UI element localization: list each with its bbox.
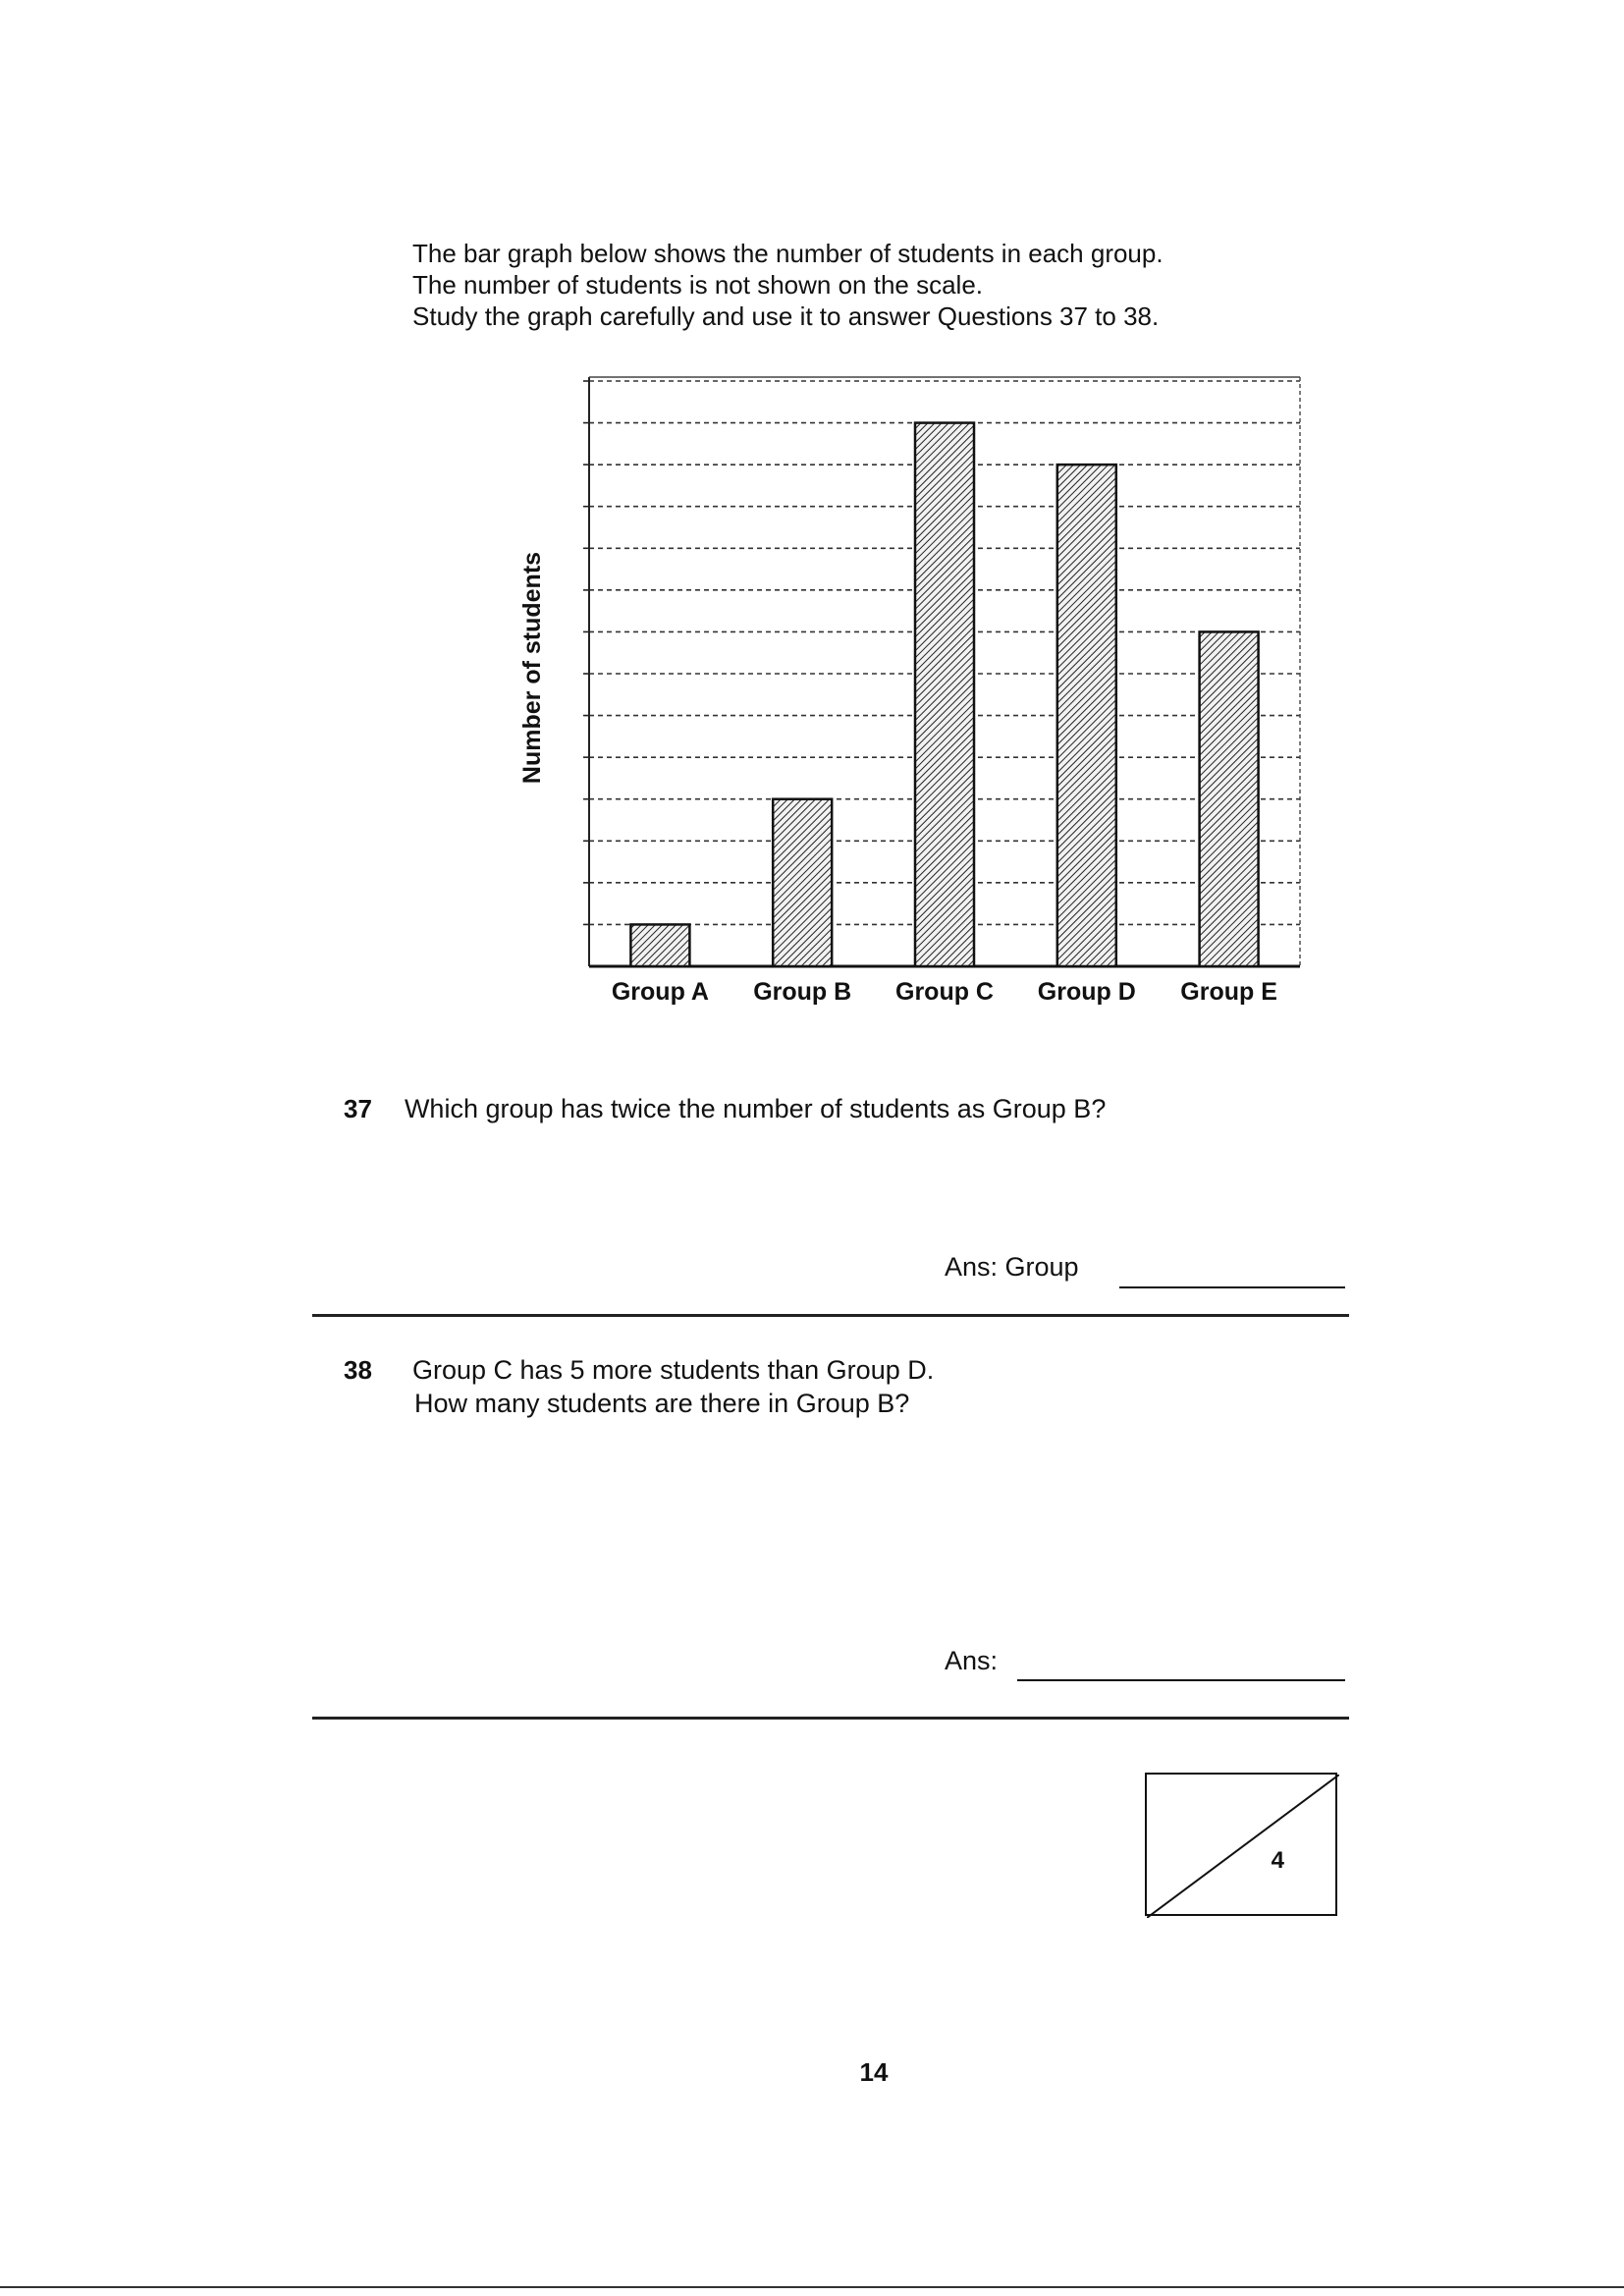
question-38-number: 38 [344, 1355, 372, 1385]
question-37-answer-blank[interactable] [1119, 1286, 1345, 1288]
x-tick-label: Group E [1180, 978, 1277, 1006]
question-37 [344, 1092, 1106, 1125]
bar-group-a [630, 924, 689, 966]
bar-group-c [915, 423, 974, 966]
x-tick-label: Group C [895, 978, 994, 1006]
intro-line-1: The bar graph below shows the number of students in each group. [412, 239, 1164, 268]
intro-line-2: The number of students is not shown on the scale. [412, 270, 984, 300]
bars [630, 423, 1258, 966]
question-38-answer-label: Ans: [945, 1646, 999, 1675]
x-tick-label: Group A [611, 978, 709, 1006]
bar-chart-svg [491, 373, 1335, 1021]
question-38-text-line-2: How many students are there in Group B? [414, 1389, 910, 1418]
y-axis-label: Number of students [518, 551, 546, 785]
bar-chart [491, 373, 1335, 1021]
question-37-number: 37 [344, 1094, 372, 1123]
x-tick-labels [612, 978, 1277, 1006]
intro-line-3: Study the graph carefully and use it to answer Questions 37 to 38. [412, 301, 1160, 331]
marks-box [1145, 1773, 1337, 1916]
question-38 [344, 1353, 934, 1420]
question-38-text-line-1: Group C has 5 more students than Group D. [411, 1355, 935, 1385]
bar-group-b [773, 799, 832, 966]
marks-box-diagonal [1147, 1775, 1339, 1918]
divider-1 [312, 1314, 1349, 1317]
page-number: 14 [859, 2057, 889, 2087]
bottom-rule [0, 2286, 1624, 2288]
question-37-answer-label: Ans: Group [945, 1252, 1079, 1282]
x-tick-label: Group B [753, 978, 852, 1006]
x-tick-label: Group D [1037, 978, 1136, 1006]
bar-group-e [1200, 631, 1259, 966]
marks-value: 4 [1271, 1847, 1284, 1874]
question-38-answer-blank[interactable] [1017, 1679, 1345, 1681]
bar-group-d [1057, 465, 1116, 966]
question-37-text: Which group has twice the number of students as Group B? [404, 1094, 1107, 1123]
intro-text [412, 238, 1375, 332]
divider-2 [312, 1717, 1349, 1720]
